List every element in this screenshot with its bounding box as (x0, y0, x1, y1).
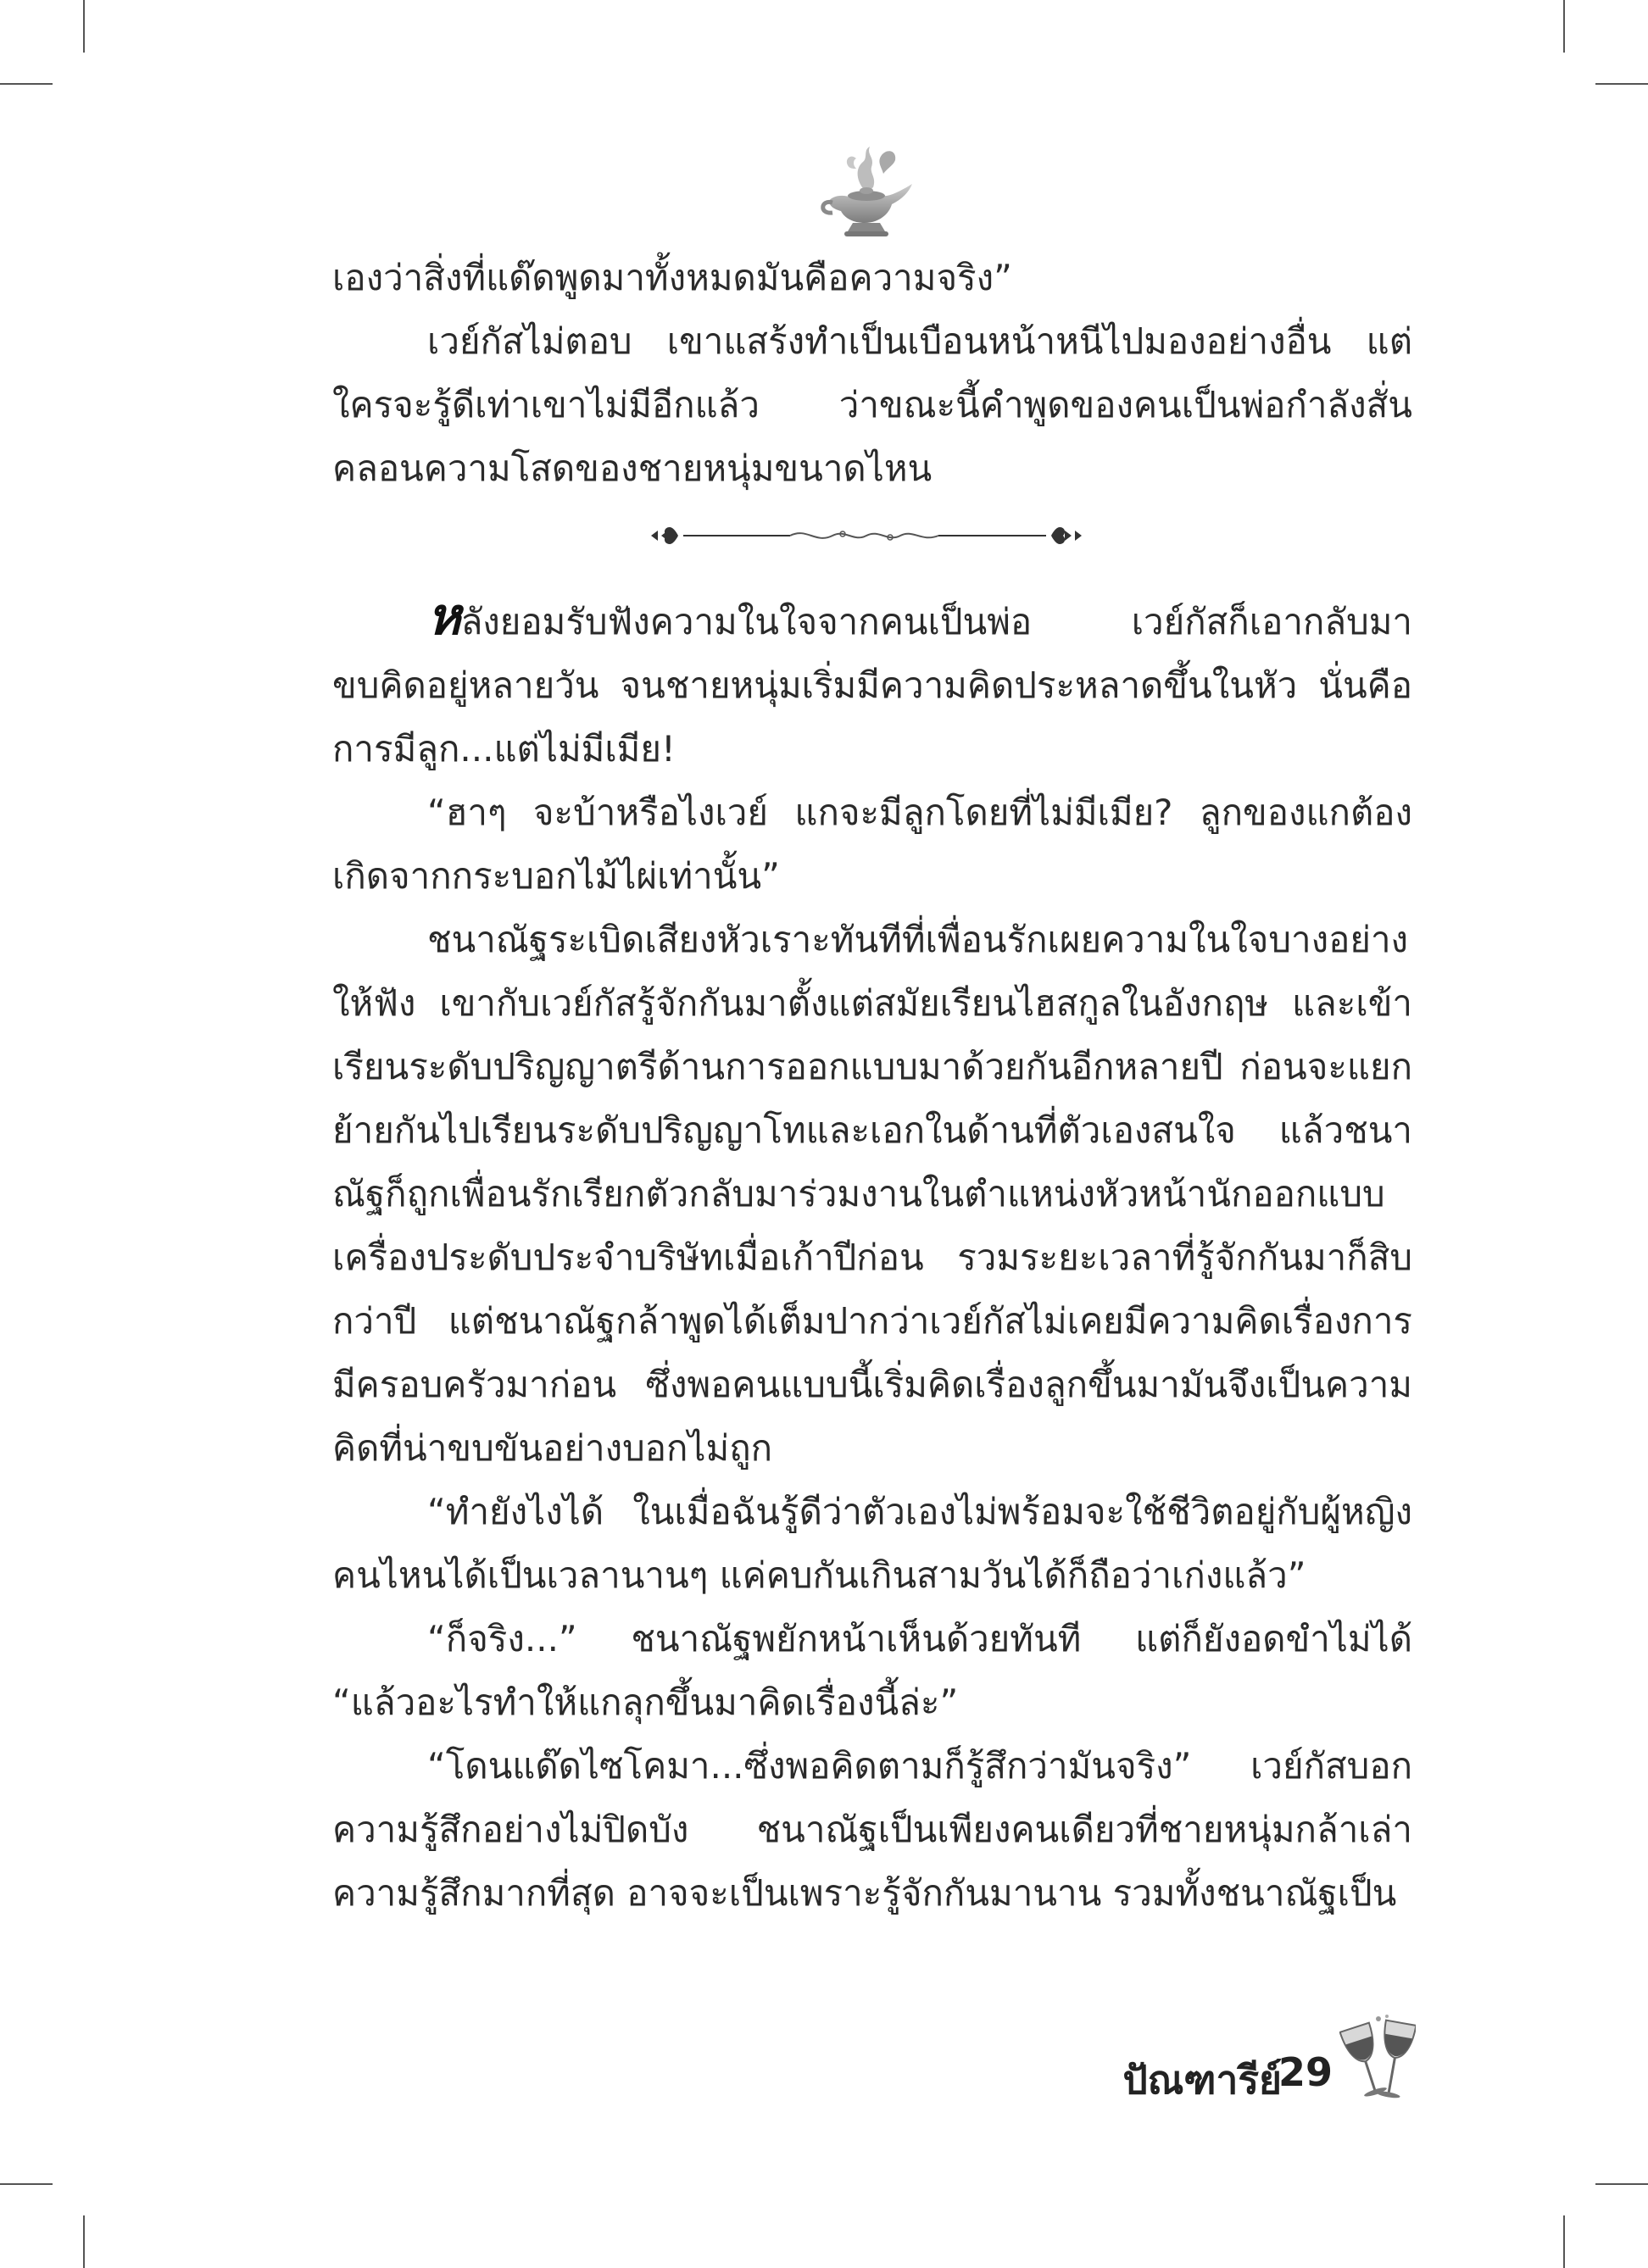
page-number: 29 (1278, 2049, 1333, 2095)
crop-mark (1595, 83, 1648, 85)
opening-paragraph (332, 587, 1412, 781)
crop-mark (1595, 2183, 1648, 2185)
paragraph: เวย์กัสไม่ตอบ เขาแสร้งทำเป็นเบือนหน้าหนีไปมองอย่างอื่น แต่ใครจะรู้ดีเท่าเขาไม่มีอีกแล้ว ว่าขณะนี้คำพูดของคนเป็นพ่อกำลังสั่นคลอนความโสดของชายหนุ่มขนาดไหน (332, 320, 1412, 489)
drop-cap: ห (427, 587, 461, 647)
section-divider (332, 500, 1412, 590)
wine-glasses-icon (1339, 2014, 1416, 2107)
paragraph: “ทำยังไงได้ ในเมื่อฉันรู้ดีว่าตัวเองไม่พร้อมจะใช้ชีวิตอยู่กับผู้หญิงคนไหนได้เป็นเวลานานๆ แค่คบกันเกินสามวันได้ก็ถือว่าเก่งแล้ว” (332, 1491, 1412, 1596)
paragraph: เองว่าสิ่งที่แด๊ดพูดมาทั้งหมดมันคือความจริง” (332, 257, 1012, 298)
author-name: ปัณฑารีย์ (1122, 2057, 1282, 2103)
page-footer (1094, 2014, 1416, 2107)
crop-mark (0, 2183, 53, 2185)
paragraph-text: ลังยอมรับฟังความในใจจากคนเป็นพ่อ เวย์กัสก็เอากลับมาขบคิดอยู่หลายวัน จนชายหนุ่มเริ่มมีความคิดประหลาดขึ้นในหัว นั่นคือการมีลูก...แต่ไม่มีเมีย! (332, 601, 1412, 770)
body-text (332, 246, 1412, 1925)
paragraph: “ฮาๆ จะบ้าหรือไงเวย์ แกจะมีลูกโดยที่ไม่มีเมีย? ลูกของแกต้องเกิดจากกระบอกไม้ไผ่เท่านั้น” (332, 792, 1412, 897)
paragraph: “ก็จริง...” ชนาณัฐพยักหน้าเห็นด้วยทันที แต่ก็ยังอดขำไม่ได้ “แล้วอะไรทำให้แกลุกขึ้นมาคิดเรื่องนี้ล่ะ” (332, 1618, 1412, 1723)
crop-mark (0, 83, 53, 85)
crop-mark (83, 0, 85, 53)
paragraph: ชนาณัฐระเบิดเสียงหัวเราะทันทีที่เพื่อนรักเผยความในใจบางอย่างให้ฟัง เขากับเวย์กัสรู้จักกันมาตั้งแต่สมัยเรียนไฮสกูลในอังกฤษ และเข้าเรียนระดับปริญญาตรีด้านการออกแบบมาด้วยกันอีกหลายปี ก่อนจะแยกย้ายกันไปเรียนระดับปริญญาโทและเอกในด้านที่ตัวเองสนใจ แล้วชนาณัฐก็ถูกเพื่อนรักเรียกตัวกลับมาร่วมงานในตำแหน่งหัวหน้านักออกแบบเครื่องประดับประจำบริษัทเมื่อเก้าปีก่อน รวมระยะเวลาที่รู้จักกันมาก็สิบกว่าปี แต่ชนาณัฐกล้าพูดได้เต็มปากว่าเวย์กัสไม่เคยมีความคิดเรื่องการมีครอบครัวมาก่อน ซึ่งพอคนแบบนี้เริ่มคิดเรื่องลูกขึ้นมามันจึงเป็นความคิดที่น่าขบขันอย่างบอกไม่ถูก (332, 919, 1412, 1469)
crop-mark (1563, 2215, 1565, 2268)
heart-scroll-divider (646, 519, 1087, 553)
paragraph: “โดนแด๊ดไซโคมา...ซึ่งพอคิดตามก็รู้สึกว่ามันจริง” เวย์กัสบอกความรู้สึกอย่างไม่ปิดบัง ชนาณัฐเป็นเพียงคนเดียวที่ชายหนุ่มกล้าเล่าความรู้สึกมากที่สุด อาจจะเป็นเพราะรู้จักกันมานาน รวมทั้งชนาณัฐเป็น (332, 1745, 1412, 1914)
crop-mark (1563, 0, 1565, 53)
magic-lamp-icon (814, 140, 920, 246)
crop-mark (83, 2215, 85, 2268)
